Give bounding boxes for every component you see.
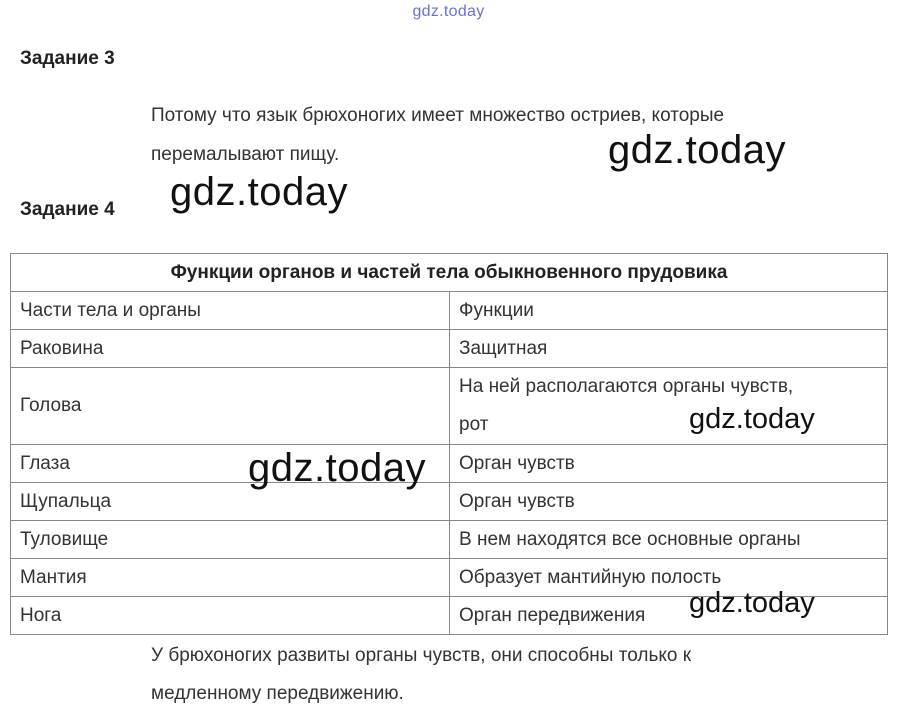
table-cell-function (450, 368, 888, 445)
table-cell-part: Голова (11, 368, 450, 445)
watermark: gdz.today (689, 403, 815, 435)
table-cell-part: Туловище (11, 521, 450, 559)
table-cell-part: Мантия (11, 559, 450, 597)
conclusion-line-2: медленному передвижению. (151, 683, 404, 704)
table-caption: Функции органов и частей тела обыкновенного прудовика (11, 254, 888, 292)
watermark: gdz.today (170, 170, 348, 214)
task-3-answer-line-1: Потому что язык брюхоногих имеет множество остриев, которые (151, 105, 725, 126)
table-row (11, 445, 888, 483)
table-row (11, 483, 888, 521)
table-cell-part: Щупальца (11, 483, 450, 521)
table-cell-function: Орган передвижения (450, 597, 888, 635)
table-cell-function: Защитная (450, 330, 888, 368)
table-cell-function: Орган чувств (450, 483, 888, 521)
task-3-answer-line-2: перемалывают пищу. (151, 144, 340, 165)
table-cell-part: Глаза (11, 445, 450, 483)
task-3-title: Задание 3 (20, 48, 115, 69)
column-header-parts: Части тела и органы (11, 292, 450, 330)
function-line-1: На ней располагаются органы чувств, (459, 376, 794, 397)
task-4-title: Задание 4 (20, 199, 115, 220)
watermark: gdz.today (248, 446, 426, 490)
function-line-2: рот (459, 414, 489, 435)
table-cell-function: В нем находятся все основные органы (450, 521, 888, 559)
table-header-row (11, 292, 888, 330)
table-row (11, 521, 888, 559)
watermark: gdz.today (608, 128, 786, 172)
table-cell-function: Образует мантийную полость (450, 559, 888, 597)
table-cell-part: Нога (11, 597, 450, 635)
watermark: gdz.today (689, 587, 815, 619)
organs-functions-table (10, 253, 888, 635)
watermark-top: gdz.today (412, 3, 485, 20)
column-header-functions: Функции (450, 292, 888, 330)
table-cell-part: Раковина (11, 330, 450, 368)
table-cell-function: Орган чувств (450, 445, 888, 483)
table-row (11, 330, 888, 368)
conclusion-line-1: У брюхоногих развиты органы чувств, они способны только к (151, 645, 692, 666)
